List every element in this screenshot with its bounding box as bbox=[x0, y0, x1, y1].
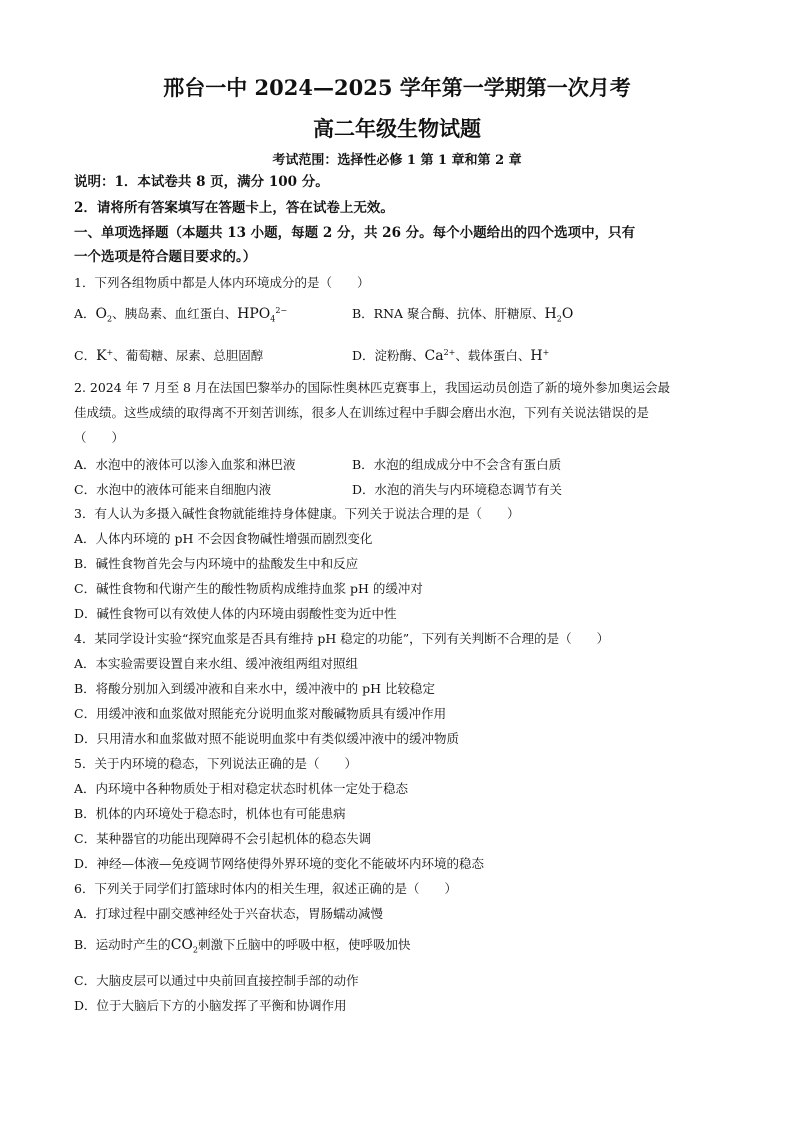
q6-stem: 6．下列关于同学们打篮球时体内的相关生理，叙述正确的是（ ） bbox=[74, 881, 457, 896]
q2-option-d: D．水泡的消失与内环境稳态调节有关 bbox=[352, 482, 563, 497]
q1-option-a: A．$O_2$、胰岛素、血红蛋白、$HPO_4^{2-}$ bbox=[74, 305, 288, 324]
q3-option-c: C．碱性食物和代谢产生的酸性物质构成维持血浆 pH 的缓冲对 bbox=[74, 581, 423, 596]
q3-stem: 3．有人认为多摄入碱性食物就能维持身体健康。下列关于说法合理的是（ ） bbox=[74, 506, 520, 521]
exam-scope: 考试范围：选择性必修 1 第 1 章和第 2 章 bbox=[272, 153, 522, 168]
q5-option-c: C．某种器官的功能出现障碍不会引起机体的稳态失调 bbox=[74, 831, 372, 846]
q6-option-a: A．打球过程中副交感神经处于兴奋状态，胃肠蠕动减慢 bbox=[74, 906, 384, 921]
q4-option-a: A．本实验需要设置自来水组、缓冲液组两组对照组 bbox=[74, 656, 359, 671]
q4-option-d: D．只用清水和血浆做对照不能说明血浆中有类似缓冲液中的缓冲物质 bbox=[74, 731, 460, 746]
q5-option-b: B．机体的内环境处于稳态时，机体也有可能患病 bbox=[74, 806, 346, 821]
q5-option-d: D．神经—体液—免疫调节网络使得外界环境的变化不能破坏内环境的稳态 bbox=[74, 856, 485, 871]
section-heading-line-2: 一个选项是符合题目要求的。） bbox=[74, 249, 257, 265]
q5-stem: 5．关于内环境的稳态，下列说法正确的是（ ） bbox=[74, 756, 357, 771]
q5-option-a: A．内环境中各种物质处于相对稳定状态时机体一定处于稳态 bbox=[74, 781, 409, 796]
q1-option-d: D．淀粉酶、$Ca^{2+}$、载体蛋白、H+ bbox=[352, 347, 550, 364]
q1-option-b: B．RNA 聚合酶、抗体、肝糖原、$H_2O$ bbox=[352, 306, 574, 324]
q2-stem-line-1: 2. 2024 年 7 月至 8 月在法国巴黎举办的国际性奥林匹克赛事上，我国运动员创造了新的境外参加奥运会最 bbox=[74, 380, 670, 395]
q3-option-a: A．人体内环境的 pH 不会因食物碱性增强而剧烈变化 bbox=[74, 531, 373, 546]
q6-option-b: B．运动时产生的$CO_2$刺激下丘脑中的呼吸中枢，使呼吸加快 bbox=[74, 937, 411, 955]
q1-option-c: C．K+、葡萄糖、尿素、总胆固醇 bbox=[74, 347, 264, 364]
q1-stem: 1．下列各组物质中都是人体内环境成分的是（ ） bbox=[74, 275, 370, 290]
q6-option-d: D．位于大脑后下方的小脑发挥了平衡和协调作用 bbox=[74, 998, 347, 1013]
q4-option-c: C．用缓冲液和血浆做对照能充分说明血浆对酸碱物质具有缓冲作用 bbox=[74, 706, 447, 721]
q3-option-b: B．碱性食物首先会与内环境中的盐酸发生中和反应 bbox=[74, 556, 359, 571]
instruction-line-1: 说明：1．本试卷共 8 页，满分 100 分。 bbox=[74, 174, 329, 190]
q2-option-c: C．水泡中的液体可能来自细胞内液 bbox=[74, 482, 272, 497]
q2-option-a: A．水泡中的液体可以渗入血浆和淋巴液 bbox=[74, 457, 296, 472]
q2-stem-line-2: 佳成绩。这些成绩的取得离不开刻苦训练，很多人在训练过程中手脚会磨出水泡，下列有关说法错误的是 bbox=[74, 405, 650, 420]
q3-option-d: D．碱性食物可以有效使人体的内环境由弱酸性变为近中性 bbox=[74, 606, 397, 621]
exam-title: 邢台一中 2024—2025 学年第一学期第一次月考 bbox=[163, 75, 631, 100]
q4-option-b: B．将酸分别加入到缓冲液和自来水中，缓冲液中的 pH 比较稳定 bbox=[74, 681, 436, 696]
q4-stem: 4．某同学设计实验“探究血浆是否具有维持 pH 稳定的功能”，下列有关判断不合理的是（ ） bbox=[74, 631, 610, 646]
q2-option-b: B．水泡的组成成分中不会含有蛋白质 bbox=[352, 457, 562, 472]
exam-subtitle: 高二年级生物试题 bbox=[313, 116, 481, 141]
section-heading-line-1: 一、单项选择题（本题共 13 小题，每题 2 分，共 26 分。每个小题给出的四个选项中，只有 bbox=[74, 225, 636, 241]
instruction-line-2: 2．请将所有答案填写在答题卡上，答在试卷上无效。 bbox=[74, 200, 394, 216]
q2-stem-line-3: （ ） bbox=[74, 430, 125, 445]
q6-option-c: C．大脑皮层可以通过中央前回直接控制手部的动作 bbox=[74, 973, 359, 988]
